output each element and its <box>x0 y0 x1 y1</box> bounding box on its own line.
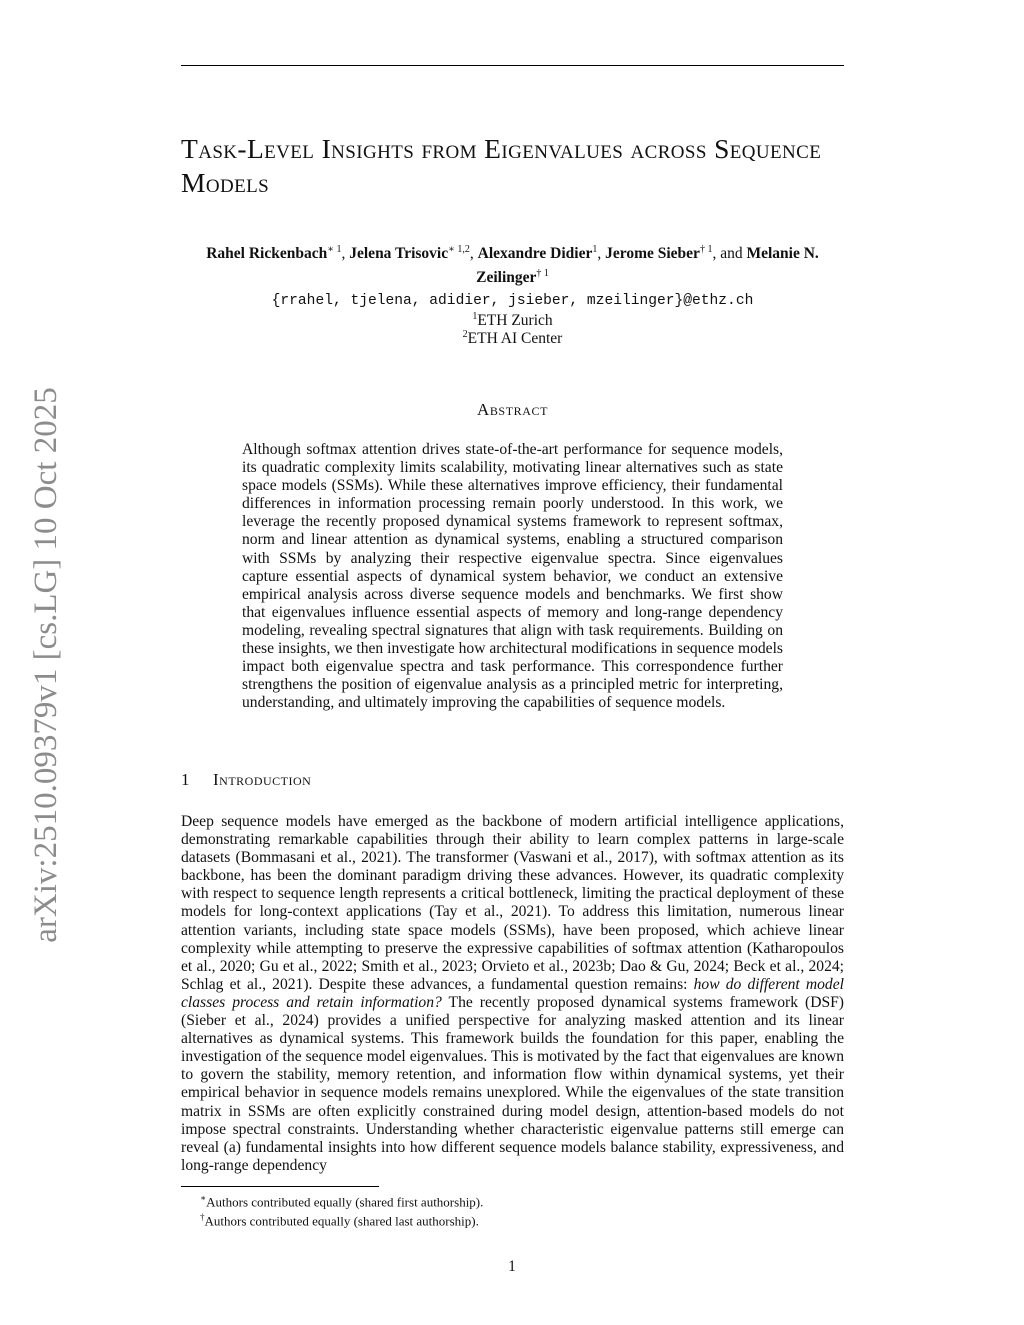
author-list <box>181 240 844 288</box>
author-separator: , <box>341 245 350 263</box>
footnote <box>200 1190 483 1210</box>
footnote-text: Authors contributed equally (shared first authorship). <box>206 1194 484 1210</box>
author-mark: † 1 <box>699 244 713 255</box>
footnote-rule <box>181 1186 379 1187</box>
section-title: Introduction <box>213 770 312 789</box>
author-mark: ∗ 1 <box>327 244 342 255</box>
author-separator: , and <box>712 245 747 263</box>
author-emails: {rrahel, tjelena, adidier, jsieber, mzeilinger}@ethz.ch <box>271 293 754 309</box>
author-mark: ∗ 1,2 <box>448 244 470 255</box>
paper-title: Task-Level Insights from Eigenvalues across Sequence Models <box>181 133 822 198</box>
author-separator: , <box>597 245 606 263</box>
section-heading <box>181 770 581 790</box>
affiliation-mark: 1 <box>472 311 478 322</box>
author-name: Rahel Rickenbach <box>206 245 328 263</box>
section-number: 1 <box>181 770 190 789</box>
arxiv-identifier-stamp: arXiv:2510.09379v1 [cs.LG] 10 Oct 2025 <box>28 387 64 943</box>
intro-text: Deep sequence models have emerged as the backbone of modern artificial intelligence applications, demonstrating remarkable capabilities through their ability to learn complex patterns in large-scale datasets (Bommasani et al., 2021). The transformer (Vaswani et al., 2017), with softmax attention as its backbone, has been the dominant paradigm driving these advances. However, its quadratic complexity with respect to sequence length represents a critical bottleneck, limiting the practical deployment of these models for long-context applications (Tay et al., 2021). To address this limitation, numerous linear attention variants, including state space models (SSMs), have been proposed, which achieve linear complexity while attempting to preserve the expressive capabilities of softmax attention (Katharopoulos et al., 2020; Gu et al., 2022; Smith et al., 2023; Orvieto et al., 2023b; Dao & Gu, 2024; Beck et al., 2024; Schlag et al., 2021). Despite these advances, a fundamental question remains: <box>181 813 844 993</box>
affiliation-name: ETH AI Center <box>467 330 563 348</box>
author-mark: † 1 <box>536 268 549 280</box>
abstract-heading: Abstract <box>476 400 549 419</box>
affiliation-mark: 2 <box>462 329 468 340</box>
footnote <box>200 1209 479 1229</box>
affiliation <box>181 329 844 348</box>
intro-text: The recently proposed dynamical systems framework (DSF) (Sieber et al., 2024) provides a unified perspective for analyzing masked attention and its linear alternatives as dynamical systems. This framework builds the foundation for this paper, enabling the investigation of the sequence model eigenvalues. This is motivated by the fact that eigenvalues are known to govern the stability, memory retention, and information flow within dynamical systems, yet their empirical behavior in sequence models remains unexplored. While the eigenvalues of the state transition matrix in SSMs are often explicitly constrained during model design, attention-based models do not impose spectral constraints. Understanding whether characteristic eigenvalue patterns still emerge can reveal (a) fundamental insights into how different sequence models balance stability, expressiveness, and long-range dependency <box>181 993 844 1174</box>
footnote-mark: ∗ <box>200 1193 207 1203</box>
footnote-text: Authors contributed equally (shared last authorship). <box>204 1213 479 1229</box>
author-name: Jerome Sieber <box>605 245 700 263</box>
author-name: Melanie N. Zeilinger <box>476 245 819 287</box>
affiliation-name: ETH Zurich <box>477 312 553 330</box>
title-top-rule <box>181 65 844 66</box>
page-number: 1 <box>508 1258 516 1275</box>
author-mark: 1 <box>592 244 598 255</box>
affiliation <box>181 311 844 330</box>
author-name: Alexandre Didier <box>477 245 593 263</box>
abstract-body: Although softmax attention drives state-of-the-art performance for sequence models, its quadratic complexity limits scalability, motivating linear alternatives such as state space models (SSMs). While these alternatives improve efficiency, their fundamental differences in information processing remain poorly understood. In this work, we leverage the recently proposed dynamical systems framework to represent softmax, norm and linear attention as dynamical systems, enabling a structured comparison with SSMs by analyzing their respective eigenvalue spectra. Since eigenvalues capture essential aspects of dynamical system behavior, we conduct an extensive empirical analysis across diverse sequence models and benchmarks. We first show that eigenvalues influence essential aspects of memory and long-range dependency modeling, revealing spectral signatures that align with task requirements. Building on these insights, we then investigate how architectural modifications in sequence models impact both eigenvalue spectra and task performance. This correspondence further strengthens the position of eigenvalue analysis as a principled metric for interpreting, understanding, and ultimately improving the capabilities of sequence models. <box>242 441 783 712</box>
footnote-mark: † <box>200 1212 205 1222</box>
author-separator: , <box>469 245 478 263</box>
intro-question: how do different model classes process and retain information? <box>181 975 844 1011</box>
introduction-paragraph <box>181 813 844 1175</box>
author-name: Jelena Trisovic <box>349 245 449 263</box>
